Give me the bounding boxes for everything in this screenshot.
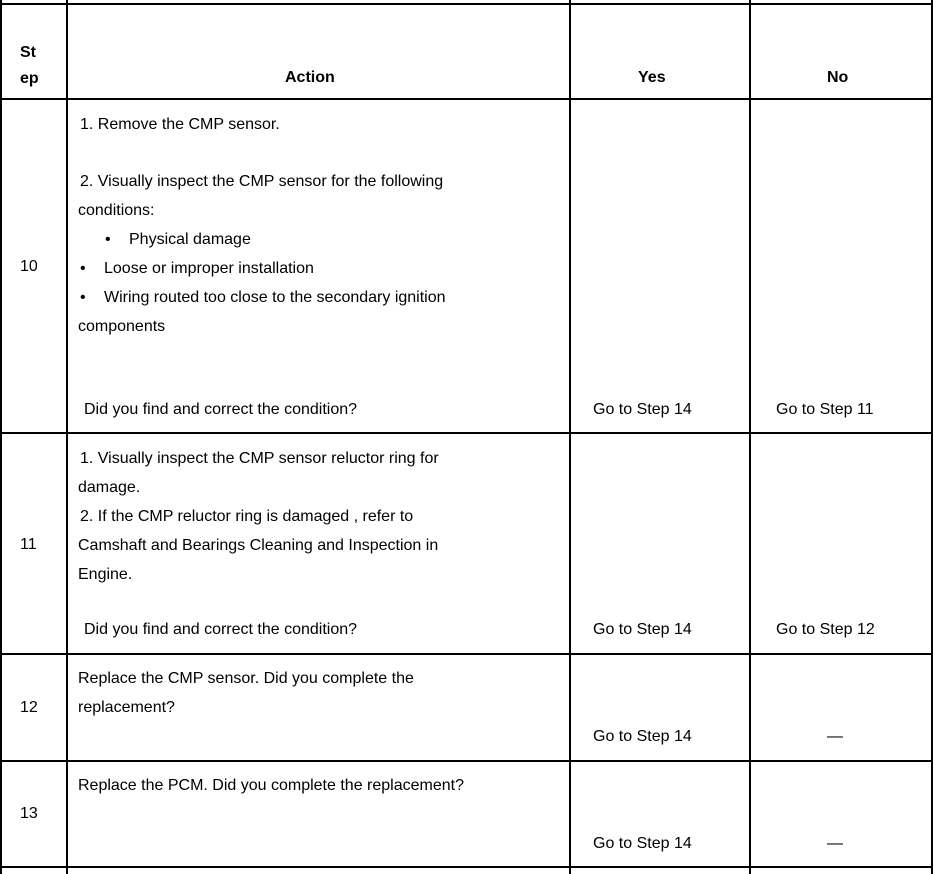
header-action: Action	[285, 69, 335, 86]
action-line: Physical damage	[129, 231, 251, 248]
column-divider	[66, 0, 68, 874]
header-divider	[0, 98, 933, 100]
action-line: Engine.	[78, 566, 133, 583]
action-line: Replace the CMP sensor. Did you complete the	[78, 670, 414, 687]
column-divider	[749, 0, 751, 874]
no-result: Go to Step 12	[776, 621, 875, 638]
column-divider	[569, 0, 571, 874]
action-line: 2. Visually inspect the CMP sensor for the following	[80, 173, 444, 190]
action-line: 1. Remove the CMP sensor.	[80, 116, 280, 133]
row-divider	[0, 653, 933, 655]
action-line: replacement?	[78, 699, 175, 716]
bullet-icon: •	[105, 231, 111, 248]
action-line: damage.	[78, 479, 141, 496]
no-result: Go to Step 11	[776, 401, 874, 418]
table-top-border	[0, 3, 933, 5]
action-line: Loose or improper installation	[104, 260, 314, 277]
action-line: 2. If the CMP reluctor ring is damaged , refer to	[80, 508, 414, 525]
action-line: 1. Visually inspect the CMP sensor reluctor ring for	[80, 450, 439, 467]
step-number: 10	[20, 258, 38, 275]
row-divider	[0, 866, 933, 868]
step-number: 11	[20, 536, 37, 553]
action-line: Replace the PCM. Did you complete the replacement?	[78, 777, 464, 794]
action-question: Did you find and correct the condition?	[84, 401, 358, 418]
yes-result: Go to Step 14	[593, 621, 692, 638]
bullet-icon: •	[80, 289, 86, 306]
header-yes: Yes	[638, 69, 666, 86]
row-divider	[0, 760, 933, 762]
action-line: Camshaft and Bearings Cleaning and Inspection in	[78, 537, 439, 554]
bullet-icon: •	[80, 260, 86, 277]
step-number: 13	[20, 805, 38, 822]
table-left-border	[0, 0, 2, 874]
header-no: No	[827, 69, 849, 86]
yes-result: Go to Step 14	[593, 835, 692, 852]
action-question: Did you find and correct the condition?	[84, 621, 358, 638]
action-line: components	[78, 318, 166, 335]
action-line: conditions:	[78, 202, 155, 219]
yes-result: Go to Step 14	[593, 728, 692, 745]
action-line: Wiring routed too close to the secondary ignition	[104, 289, 446, 306]
yes-result: Go to Step 14	[593, 401, 692, 418]
step-number: 12	[20, 699, 38, 716]
no-result: —	[827, 728, 843, 745]
header-step-line2: ep	[20, 70, 39, 87]
row-divider	[0, 432, 933, 434]
no-result: —	[827, 835, 843, 852]
header-step-line1: St	[20, 44, 36, 61]
